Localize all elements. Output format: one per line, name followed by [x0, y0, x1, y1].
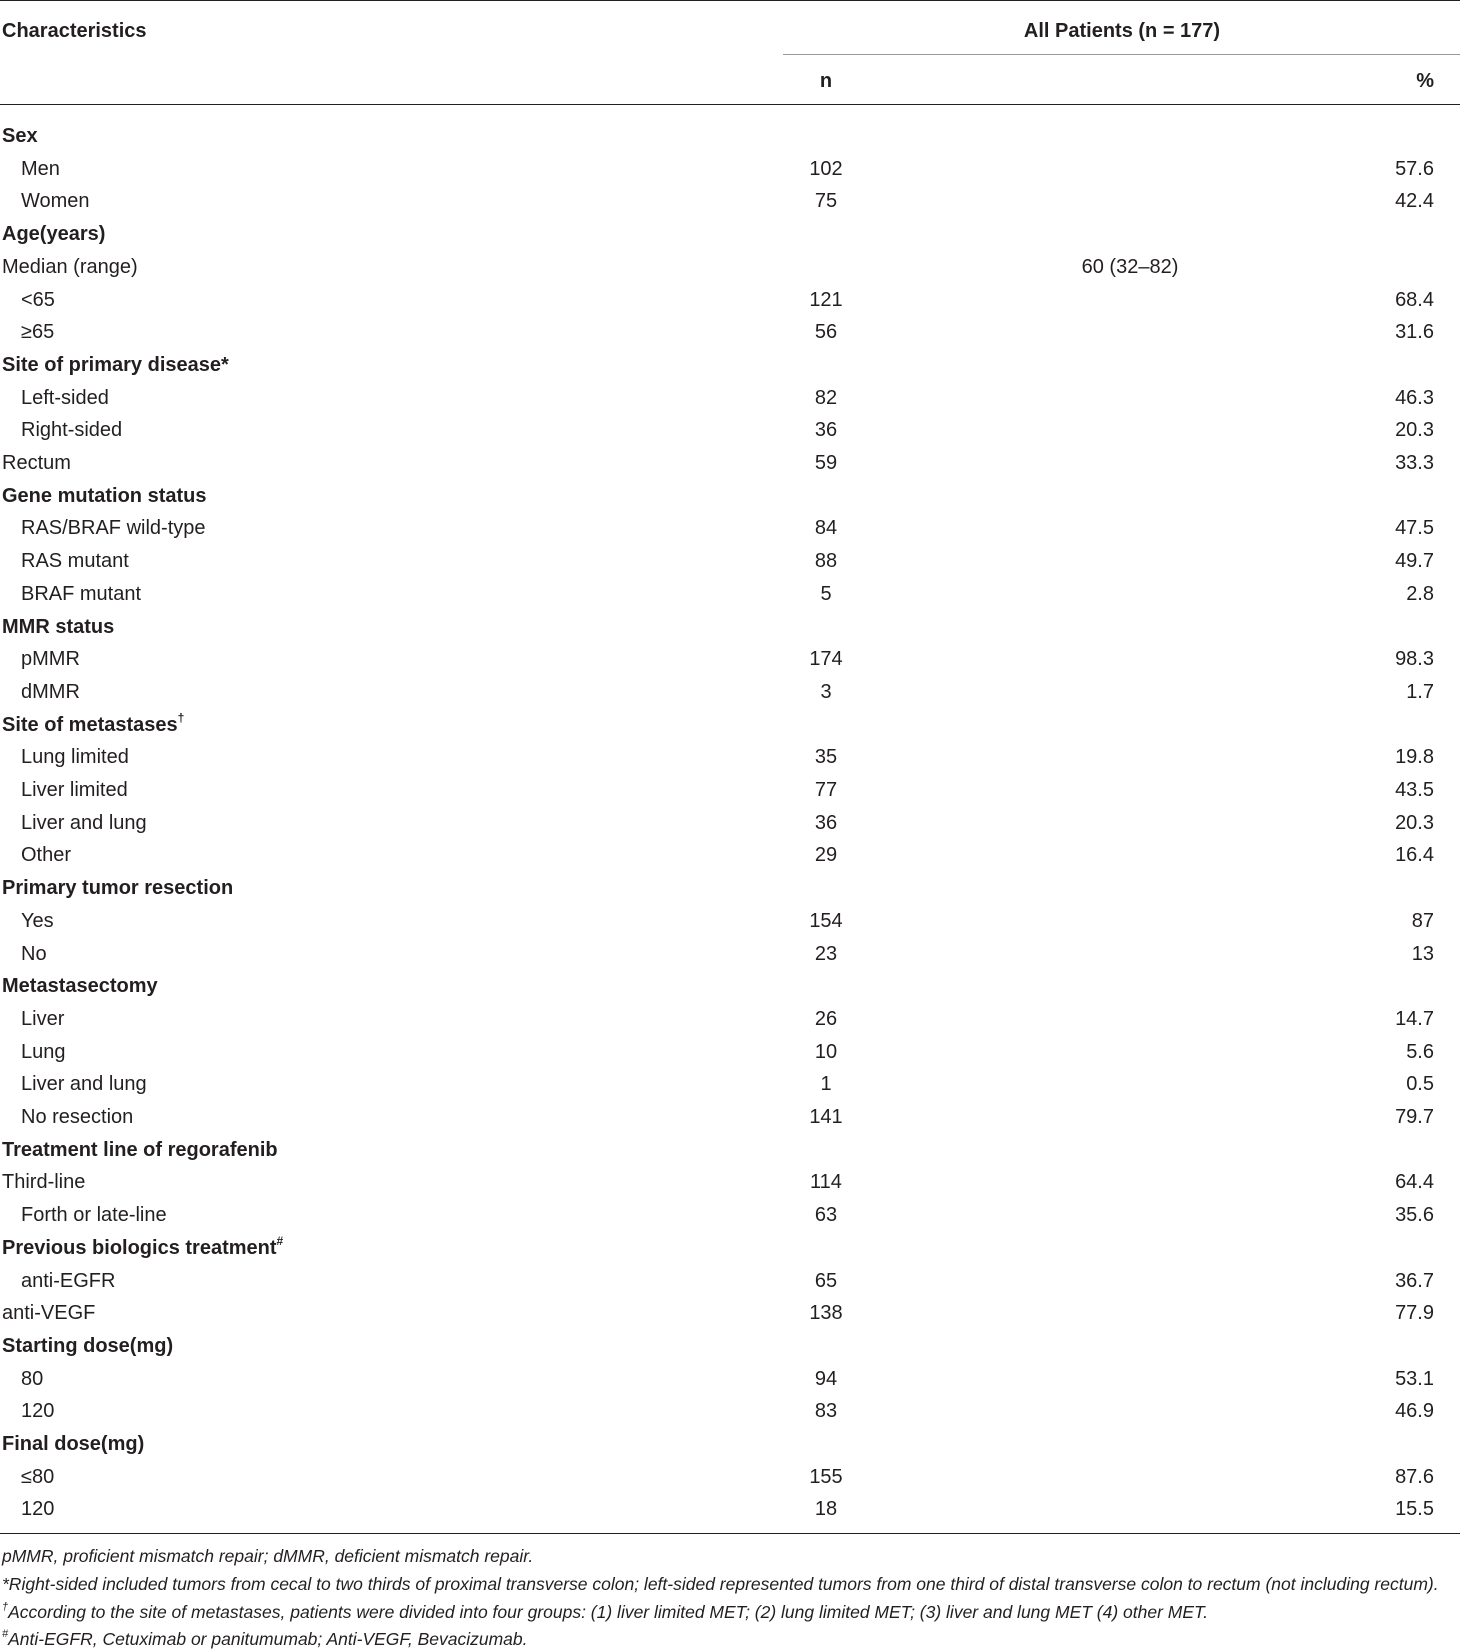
footnote: [2, 1545, 533, 1568]
row-n-value: 29: [814, 844, 838, 866]
row-label-text: Other: [21, 844, 72, 866]
row-n-value: 35: [814, 746, 838, 768]
row-percent-value: 1.7: [1406, 681, 1434, 703]
row-label-text: Sex: [2, 125, 38, 147]
row-percent-value: 49.7: [1395, 550, 1434, 572]
footnote-marker: †: [177, 711, 185, 725]
row-label: [21, 676, 80, 709]
row-label: [21, 1036, 66, 1069]
row-n-value: 174: [809, 648, 843, 670]
row-label-text: 80: [21, 1368, 44, 1390]
header-percent: %: [1416, 70, 1434, 92]
row-label: [21, 414, 122, 447]
row-label: [21, 774, 128, 807]
row-percent-value: 20.3: [1395, 419, 1434, 441]
row-label-text: Median (range): [2, 256, 138, 278]
row-label: [21, 905, 54, 938]
row-label-text: RAS/BRAF wild-type: [21, 517, 206, 539]
row-n-value: 121: [809, 289, 843, 311]
row-label: [2, 251, 138, 284]
row-label: [2, 1166, 85, 1199]
row-label-text: Yes: [21, 910, 54, 932]
row-n-value: 5: [820, 583, 832, 605]
row-label-text: Gene mutation status: [2, 485, 207, 507]
row-percent-value: 53.1: [1395, 1368, 1434, 1390]
row-n-value: 155: [809, 1466, 843, 1488]
row-n-value: 84: [814, 517, 838, 539]
category-label: [2, 1232, 283, 1265]
row-percent-value: 77.9: [1395, 1302, 1434, 1324]
row-percent-value: 36.7: [1395, 1270, 1434, 1292]
row-label-text: Liver and lung: [21, 812, 147, 834]
footnote: [2, 1628, 528, 1651]
row-label-text: Primary tumor resection: [2, 877, 234, 899]
row-label-text: Women: [21, 190, 90, 212]
row-label: [21, 1493, 54, 1526]
row-n-value: 154: [809, 910, 843, 932]
row-label-text: dMMR: [21, 681, 80, 703]
header-characteristics: Characteristics: [2, 20, 147, 42]
row-n-value: 141: [809, 1106, 843, 1128]
row-label: [21, 643, 80, 676]
row-label-text: ≥65: [21, 321, 55, 343]
row-label-text: Metastasectomy: [2, 975, 158, 997]
row-percent-value: 87: [1411, 910, 1434, 932]
row-percent-value: 46.9: [1395, 1400, 1434, 1422]
row-percent-value: 79.7: [1395, 1106, 1434, 1128]
row-percent-value: 16.4: [1395, 844, 1434, 866]
row-percent-value: 19.8: [1395, 746, 1434, 768]
footnote-text: pMMR, proficient mismatch repair; dMMR, deficient mismatch repair.: [2, 1546, 534, 1566]
row-percent-value: 47.5: [1395, 517, 1434, 539]
row-n-value: 75: [814, 190, 838, 212]
row-label: [21, 938, 47, 971]
row-n-value: 18: [814, 1498, 838, 1520]
row-percent-value: 98.3: [1395, 648, 1434, 670]
row-n-value: 102: [809, 158, 843, 180]
row-label: [21, 839, 71, 872]
row-percent-value: 43.5: [1395, 779, 1434, 801]
row-label-text: Liver: [21, 1008, 65, 1030]
row-percent-value: 42.4: [1395, 190, 1434, 212]
footnote-text: Anti-EGFR, Cetuximab or panitumumab; Anti-VEGF, Bevacizumab.: [8, 1629, 528, 1649]
row-label: [21, 1199, 167, 1232]
row-label-text: ≤80: [21, 1466, 55, 1488]
footnote: [2, 1601, 1208, 1624]
category-label: [2, 872, 233, 905]
row-n-value: 36: [814, 419, 838, 441]
row-label-text: Lung limited: [21, 746, 129, 768]
header-n: n: [819, 70, 833, 92]
footnote: [2, 1573, 1439, 1596]
row-n-value: 94: [814, 1368, 838, 1390]
row-label: [21, 807, 147, 840]
row-label-text: anti-EGFR: [21, 1270, 116, 1292]
row-percent-value: 64.4: [1395, 1171, 1434, 1193]
row-label-text: MMR status: [2, 616, 115, 638]
row-label-text: Men: [21, 158, 60, 180]
category-label: [2, 611, 114, 644]
row-label: [21, 512, 206, 545]
row-n-value: 65: [814, 1270, 838, 1292]
category-label: [2, 218, 105, 251]
row-percent-value: 14.7: [1395, 1008, 1434, 1030]
row-n-value: 26: [814, 1008, 838, 1030]
row-n-value: 23: [814, 943, 838, 965]
row-label-text: anti-VEGF: [2, 1302, 96, 1324]
row-label-text: No resection: [21, 1106, 134, 1128]
row-n-value: 138: [809, 1302, 843, 1324]
row-label: [21, 382, 109, 415]
row-label: [21, 741, 129, 774]
row-label: [2, 1297, 95, 1330]
row-label-text: Forth or late-line: [21, 1204, 167, 1226]
row-n-value: 10: [814, 1041, 838, 1063]
row-label: [21, 1003, 64, 1036]
row-n-value: 88: [814, 550, 838, 572]
row-percent-value: 87.6: [1395, 1466, 1434, 1488]
row-percent-value: 46.3: [1395, 387, 1434, 409]
table-bottom-rule: [0, 1533, 1460, 1534]
row-percent-value: 68.4: [1395, 289, 1434, 311]
row-label-text: Rectum: [2, 452, 71, 474]
row-label: [21, 1068, 147, 1101]
row-label-text: <65: [21, 289, 55, 311]
row-n-value: 63: [814, 1204, 838, 1226]
row-label: [21, 1363, 43, 1396]
row-label-text: Age(years): [2, 223, 106, 245]
row-label: [21, 1461, 54, 1494]
row-label: [21, 1395, 54, 1428]
row-label-text: Site of metastases: [2, 714, 178, 736]
row-percent-value: 35.6: [1395, 1204, 1434, 1226]
row-label-text: Right-sided: [21, 419, 123, 441]
header-group-rule: [783, 54, 1460, 55]
category-label: [2, 1330, 173, 1363]
category-label: [2, 120, 38, 153]
row-label-text: Lung: [21, 1041, 66, 1063]
row-label: [21, 545, 129, 578]
row-label-text: RAS mutant: [21, 550, 129, 572]
table-top-rule: [0, 0, 1460, 1]
row-label-text: 120: [21, 1498, 55, 1520]
row-percent-value: 0.5: [1406, 1073, 1434, 1095]
row-percent-value: 2.8: [1406, 583, 1434, 605]
footnote-text: *Right-sided included tumors from cecal to two thirds of proximal transverse colon; left-sided represented tumors from one third of distal transverse colon to rectum (not including rectum).: [2, 1574, 1439, 1594]
row-label: [21, 284, 55, 317]
row-percent-value: 5.6: [1406, 1041, 1434, 1063]
row-label-text: No: [21, 943, 47, 965]
footnote-marker: #: [2, 1628, 9, 1640]
row-label-text: Treatment line of regorafenib: [2, 1139, 278, 1161]
row-label-text: Previous biologics treatment: [2, 1237, 277, 1259]
footnote-marker: #: [276, 1234, 284, 1248]
row-n-value: 83: [814, 1400, 838, 1422]
row-label-text: Liver limited: [21, 779, 128, 801]
row-label-text: Left-sided: [21, 387, 109, 409]
row-n-value: 1: [820, 1073, 832, 1095]
footnote-text: According to the site of metastases, patients were divided into four groups: (1) liver limited MET; (2) lung limited MET; (3) liver and lung MET (4) other MET.: [8, 1602, 1208, 1622]
row-label: [21, 1101, 133, 1134]
row-percent-value: 20.3: [1395, 812, 1434, 834]
category-label: [2, 349, 229, 382]
category-label: [2, 480, 206, 513]
row-n-value: 3: [820, 681, 832, 703]
row-label: [2, 447, 71, 480]
row-label-text: pMMR: [21, 648, 80, 670]
row-label-text: Third-line: [2, 1171, 86, 1193]
row-label: [21, 578, 141, 611]
row-label-text: Starting dose(mg): [2, 1335, 174, 1357]
row-percent-value: 57.6: [1395, 158, 1434, 180]
row-span-value: 60 (32–82): [1081, 256, 1179, 278]
row-label: [21, 153, 60, 186]
category-label: [2, 709, 184, 742]
header-bottom-rule: [0, 104, 1460, 105]
row-label-text: Liver and lung: [21, 1073, 147, 1095]
row-label: [21, 1265, 115, 1298]
row-n-value: 59: [814, 452, 838, 474]
category-label: [2, 970, 158, 1003]
category-label: [2, 1134, 278, 1167]
row-percent-value: 33.3: [1395, 452, 1434, 474]
row-n-value: 56: [814, 321, 838, 343]
row-label: [21, 316, 54, 349]
header-all-patients: All Patients (n = 177): [1023, 20, 1221, 42]
row-label-text: Final dose(mg): [2, 1433, 145, 1455]
row-n-value: 114: [810, 1171, 842, 1193]
footnote-marker: †: [2, 1601, 9, 1613]
row-percent-value: 15.5: [1395, 1498, 1434, 1520]
category-label: [2, 1428, 144, 1461]
row-percent-value: 13: [1411, 943, 1434, 965]
row-label-text: 120: [21, 1400, 55, 1422]
row-label-text: Site of primary disease*: [2, 354, 229, 376]
row-label: [21, 185, 90, 218]
row-percent-value: 31.6: [1395, 321, 1434, 343]
row-n-value: 77: [814, 779, 838, 801]
row-label-text: BRAF mutant: [21, 583, 142, 605]
row-n-value: 82: [814, 387, 838, 409]
row-n-value: 36: [814, 812, 838, 834]
